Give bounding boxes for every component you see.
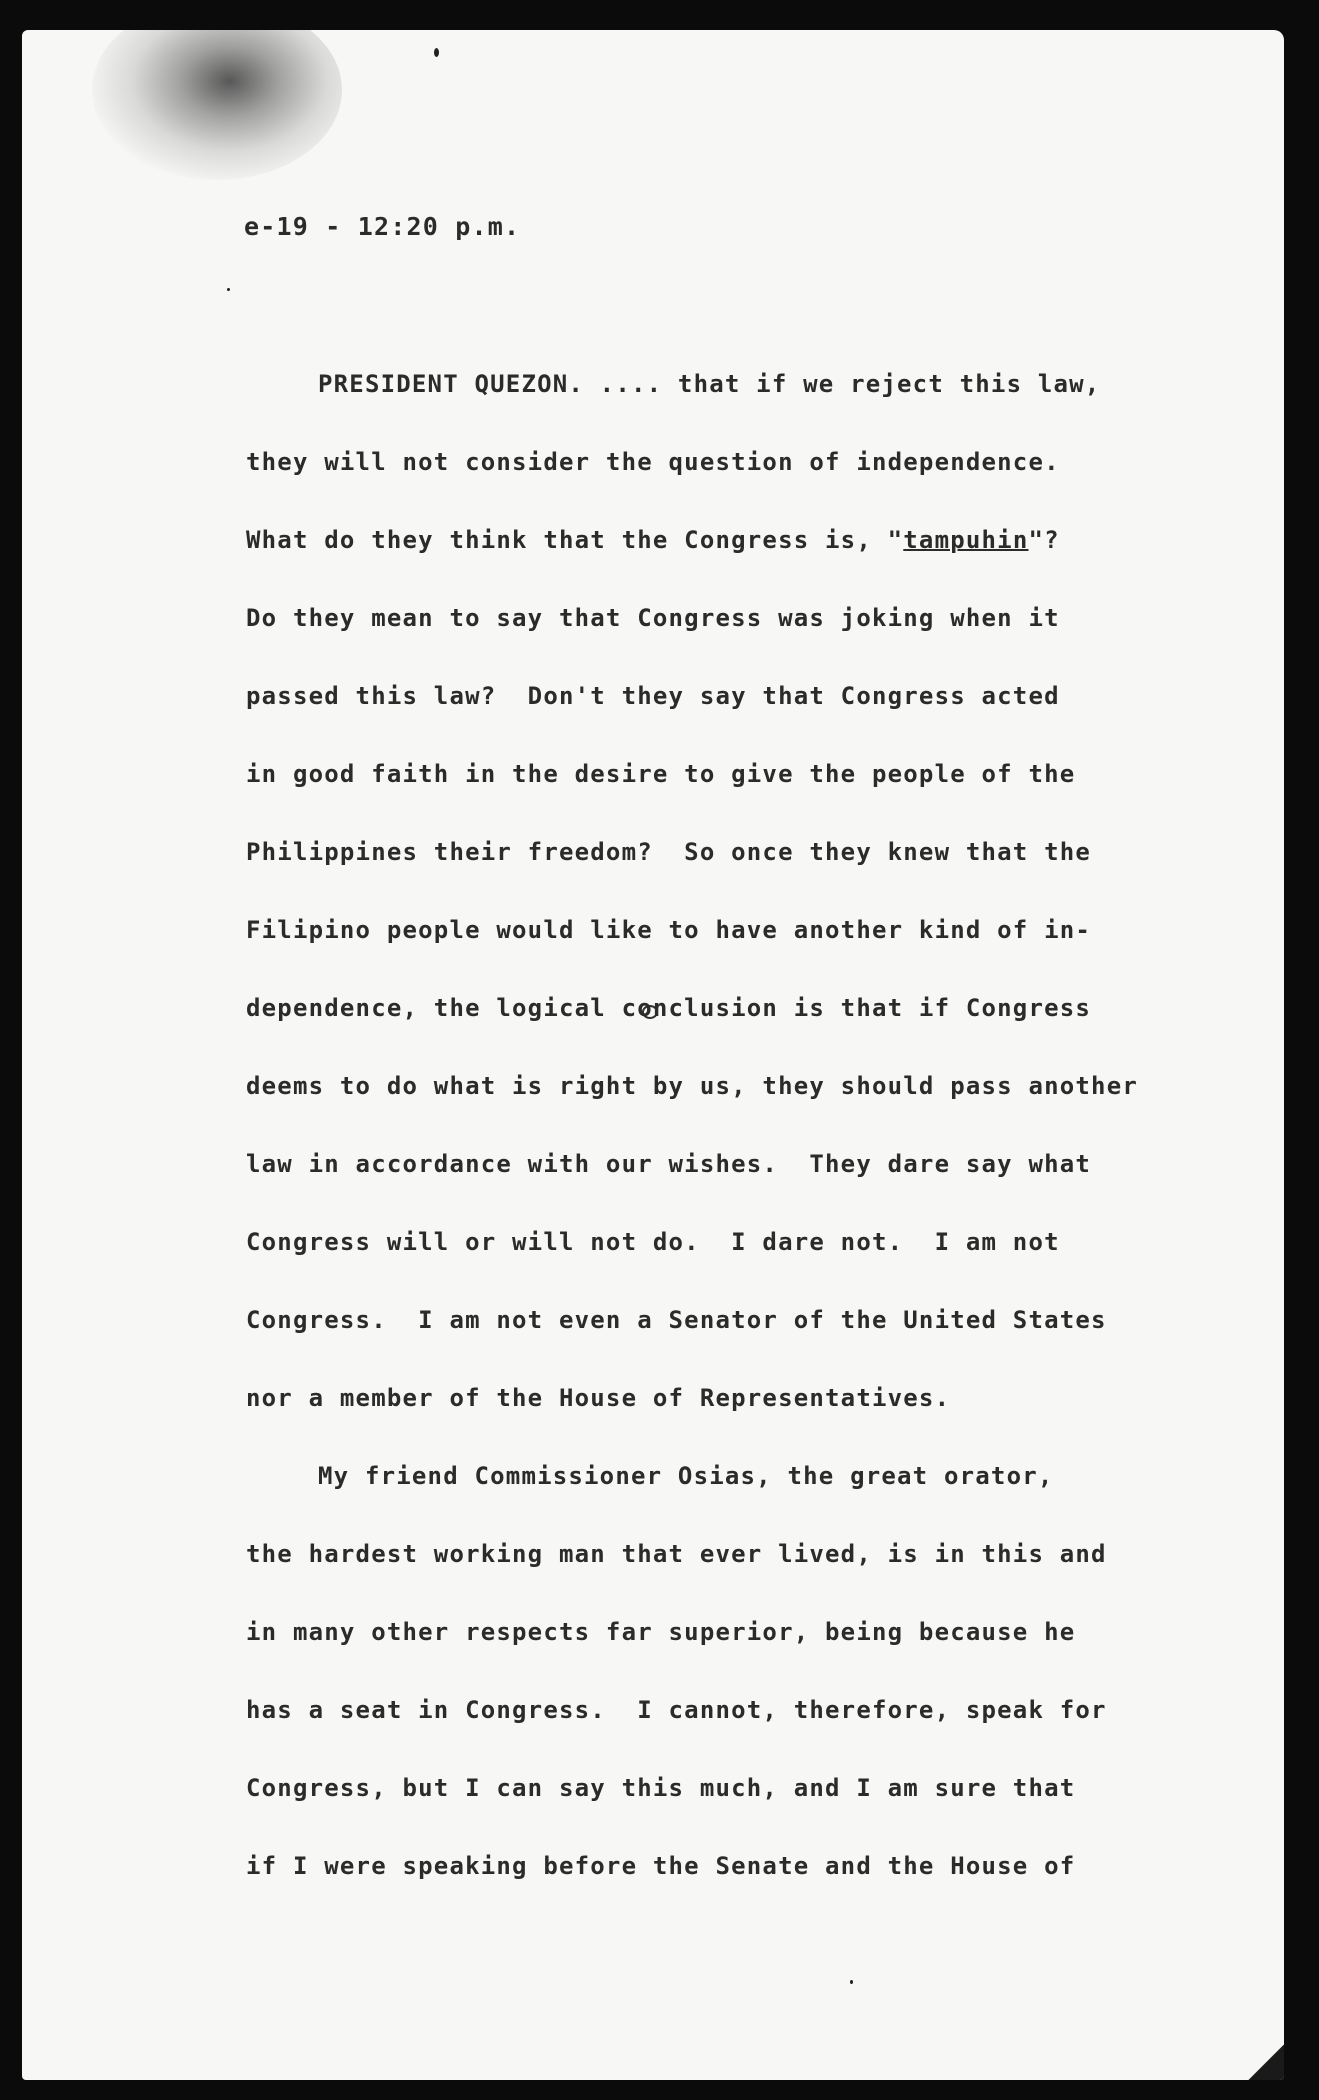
transcript-line: the hardest working man that ever lived, is in this and — [246, 1540, 1107, 1568]
page-corner-shadow — [1244, 2040, 1284, 2080]
transcript-line: law in accordance with our wishes. They dare say what — [246, 1150, 1092, 1178]
transcript-line: PRESIDENT QUEZON. .... that if we reject this law, — [318, 370, 1101, 398]
transcript-line: has a seat in Congress. I cannot, therefore, speak for — [246, 1696, 1107, 1724]
transcript-line: Congress, but I can say this much, and I am sure that — [246, 1774, 1076, 1802]
underlined-word: tampuhin — [903, 526, 1029, 554]
transcript-line: in many other respects far superior, being because he — [246, 1618, 1076, 1646]
transcript-line: in good faith in the desire to give the people of the — [246, 760, 1076, 788]
transcript-line: Congress. I am not even a Senator of the United States — [246, 1306, 1107, 1334]
transcript-line: they will not consider the question of independence. — [246, 448, 1060, 476]
transcript-line: Filipino people would like to have another kind of in- — [246, 916, 1092, 944]
ink-smudge — [92, 30, 342, 180]
document-page — [22, 30, 1284, 2080]
transcript-line: nor a member of the House of Representatives. — [246, 1384, 951, 1412]
ink-speck — [850, 1980, 853, 1984]
ink-speck — [434, 48, 439, 57]
transcript-line: passed this law? Don't they say that Congress acted — [246, 682, 1060, 710]
transcript-line: My friend Commissioner Osias, the great orator, — [318, 1462, 1054, 1490]
ink-speck — [227, 288, 230, 291]
transcript-line: What do they think that the Congress is, "tampuhin"? — [246, 526, 1060, 554]
transcript-line: Philippines their freedom? So once they knew that the — [246, 838, 1092, 866]
time-header: e-19 - 12:20 p.m. — [244, 212, 521, 241]
transcript-line: deems to do what is right by us, they should pass another — [246, 1072, 1139, 1100]
transcript-line: if I were speaking before the Senate and the House of — [246, 1852, 1076, 1880]
transcript-line: Do they mean to say that Congress was joking when it — [246, 604, 1060, 632]
transcript-line: dependence, the logical conclusion is that if Congress — [246, 994, 1092, 1022]
transcript-line: Congress will or will not do. I dare not. I am not — [246, 1228, 1060, 1256]
